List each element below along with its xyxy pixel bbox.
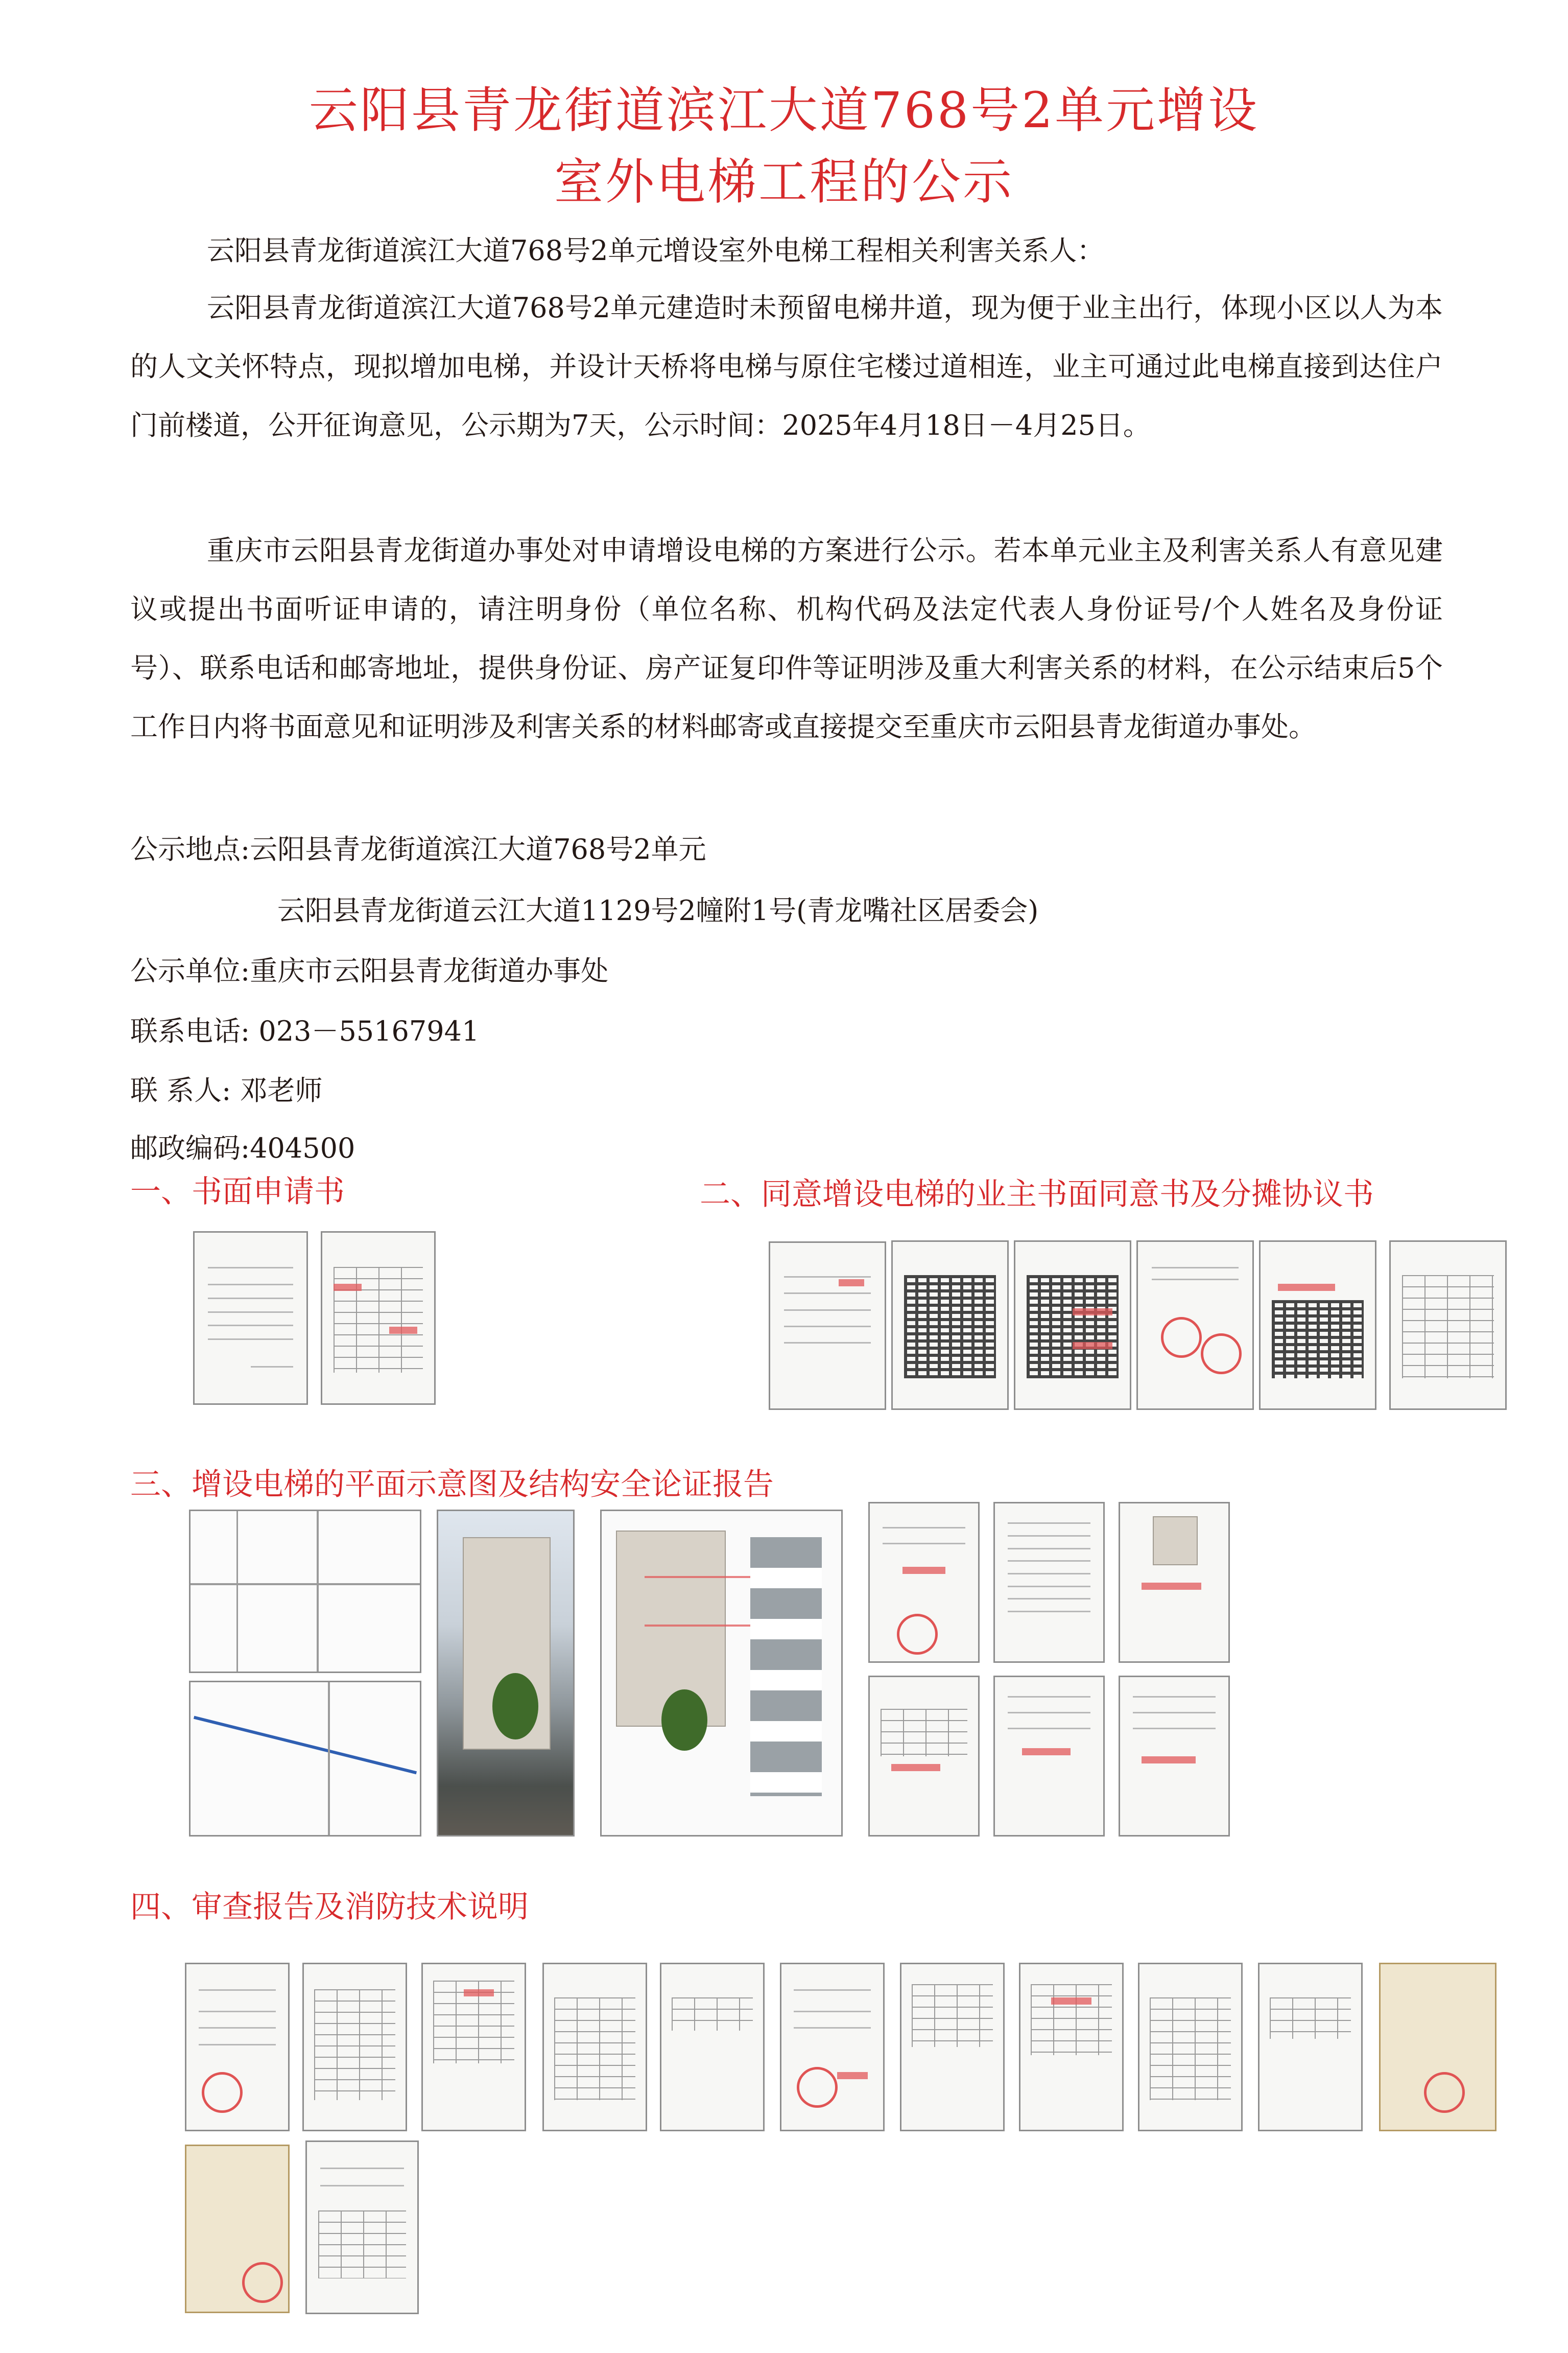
safety-report-thumb-6 [1119, 1676, 1230, 1837]
section-4-heading: 四、审查报告及消防技术说明 [130, 1889, 529, 1925]
safety-report-thumb-5 [993, 1676, 1105, 1837]
safety-report-thumb-1 [868, 1502, 980, 1663]
contact-line [130, 1069, 323, 1108]
review-report-thumb-6 [780, 1963, 885, 2131]
review-report-thumb-9 [1138, 1963, 1243, 2131]
paragraph-2: 重庆市云阳县青龙街道办事处对申请增设电梯的方案进行公示。若本单元业主及利害关系人有意见建议或提出书面听证申请的，请注明身份（单位名称、机构代码及法定代表人身份证号/个人姓名及身份证号）、联系电话和邮寄地址，提供身份证、房产证复印件等证明涉及重大利害关系的材料，在公示结束后5个工作日内将书面意见和证明涉及利害关系的材料邮寄或直接提交至重庆市云阳县青龙街道办事处。 [130, 534, 1443, 743]
consent-form-thumb-5 [1259, 1240, 1376, 1410]
elevator-rendering-thumb [600, 1510, 843, 1837]
review-report-thumb-10 [1258, 1963, 1363, 2131]
consent-form-thumb-1 [769, 1241, 886, 1410]
site-plan-thumb-2 [189, 1681, 421, 1837]
section-1-heading: 一、书面申请书 [130, 1174, 345, 1210]
review-report-thumb-3 [421, 1963, 526, 2131]
section-2-heading: 二、同意增设电梯的业主书面同意书及分摊协议书 [700, 1176, 1374, 1212]
section-3-heading: 三、增设电梯的平面示意图及结构安全论证报告 [130, 1467, 774, 1502]
location-line [130, 828, 706, 867]
contact-value: 邓老师 [240, 1074, 323, 1107]
qualification-certificate-thumb [1379, 1963, 1496, 2131]
unit-label: 公示单位: [130, 955, 250, 987]
contact-label: 联 系人: [130, 1074, 231, 1107]
consent-form-thumb-3 [1014, 1240, 1131, 1410]
phone-label: 联系电话: [130, 1015, 250, 1047]
notice-title-line1: 云阳县青龙街道滨江大道768号2单元增设 [308, 82, 1260, 139]
salutation: 云阳县青龙街道滨江大道768号2单元增设室外电梯工程相关利害关系人： [207, 234, 1105, 267]
unit-value: 重庆市云阳县青龙街道办事处 [250, 955, 609, 987]
safety-report-thumb-2 [993, 1502, 1105, 1663]
consent-form-thumb-2 [891, 1240, 1009, 1410]
consent-form-thumb-6 [1389, 1240, 1507, 1410]
phone-line [130, 1009, 479, 1049]
postcode-label: 邮政编码: [130, 1132, 250, 1164]
building-photo-thumb [437, 1510, 575, 1837]
review-report-thumb-2 [302, 1963, 407, 2131]
review-report-thumb-4 [542, 1963, 647, 2131]
unit-line [130, 949, 608, 989]
safety-report-thumb-4 [868, 1676, 980, 1837]
review-report-thumb-1 [185, 1963, 290, 2131]
review-report-thumb-8 [1019, 1963, 1124, 2131]
phone-value: 023－55167941 [258, 1015, 480, 1047]
location-2: 云阳县青龙街道云江大道1129号2幢附1号(青龙嘴社区居委会) [277, 895, 1039, 927]
business-license-thumb [185, 2145, 290, 2313]
location-label: 公示地点: [130, 833, 250, 865]
site-plan-thumb-1 [189, 1510, 421, 1673]
application-letter-thumb [193, 1231, 308, 1405]
location-1: 云阳县青龙街道滨江大道768号2单元 [250, 833, 706, 865]
paragraph-1: 云阳县青龙街道滨江大道768号2单元建造时未预留电梯井道，现为便于业主出行，体现小区以人为本的人文关怀特点，现拟增加电梯，并设计天桥将电梯与原住宅楼过道相连，业主可通过此电梯直接到达住户门前楼道，公开征询意见，公示期为7天，公示时间：2025年4月18日－4月25日。 [130, 292, 1443, 441]
review-report-thumb-5 [660, 1963, 765, 2131]
safety-production-license-thumb [305, 2140, 419, 2314]
consent-form-thumb-4 [1136, 1240, 1254, 1410]
notice-title-line2: 室外电梯工程的公示 [554, 153, 1014, 210]
postcode-value: 404500 [250, 1132, 355, 1164]
review-report-thumb-7 [900, 1963, 1005, 2131]
safety-report-thumb-3 [1119, 1502, 1230, 1663]
postcode-line [130, 1126, 355, 1166]
application-signature-table-thumb [321, 1231, 436, 1405]
